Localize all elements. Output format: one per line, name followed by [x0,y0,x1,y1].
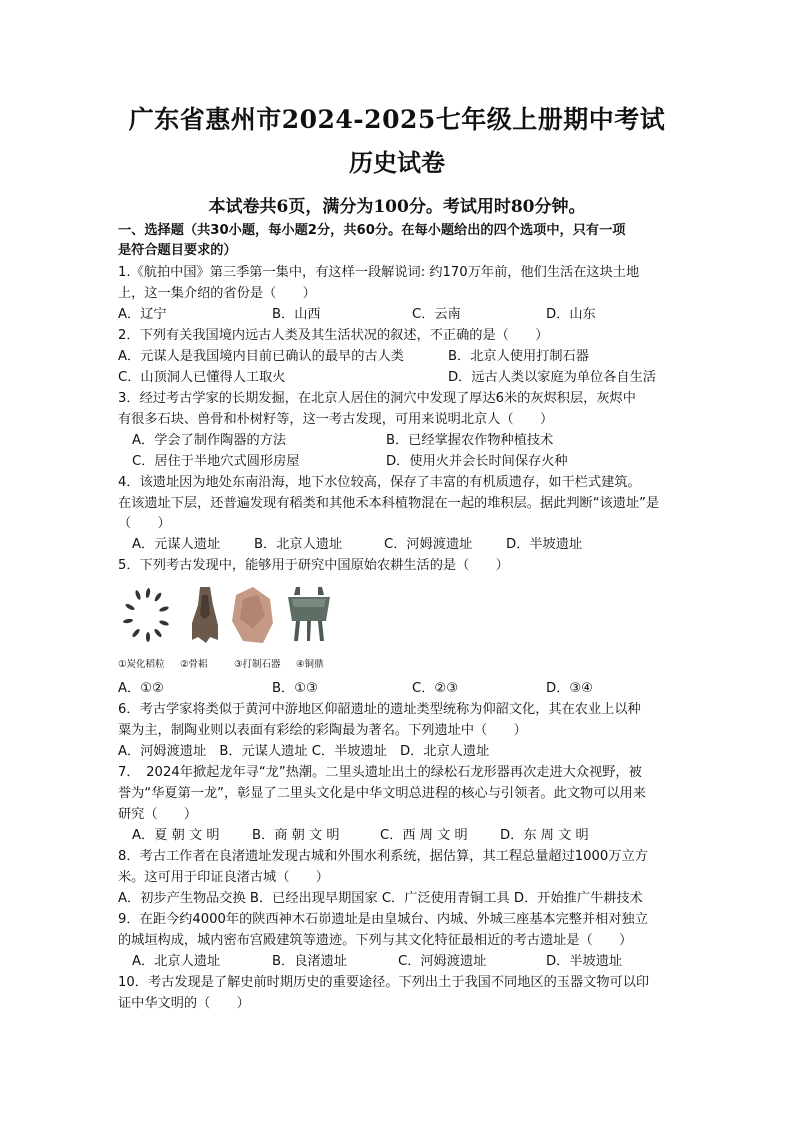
question-9-option-a: A．北京人遗址 [132,954,221,969]
page-subtitle: 历史试卷 [349,148,445,177]
question-2-option-a: A．元谋人是我国境内目前已确认的最早的古人类 [118,349,404,364]
question-1-option-c: C．云南 [412,307,461,322]
exam-info: 本试卷共6页，满分为100分。考试用时80分钟。 [208,197,586,217]
question-6-stem-cont: 粟为主，制陶业则以表面有彩绘的彩陶最为著名。下列遗址中（ ） [118,723,527,738]
question-1-option-d: D．山东 [546,307,596,322]
question-3-stem-cont: 有很多石块、兽骨和朴树籽等，这一考古发现，可用来说明北京人（ ） [118,412,554,427]
question-1-option-b: B．山西 [272,307,321,322]
question-8-stem: 8．考古工作者在良渚遗址发现古城和外围水利系统，据估算，其工程总量超过1000万立方 [118,849,648,864]
artifact-caption-1: ①炭化稻粒 [118,659,165,670]
section-heading: 一、选择题（共30小题，每小题2分，共60分。在每小题给出的四个选项中，只有一项 [118,223,626,238]
artifact-images [118,585,348,645]
question-2-option-d: D．远古人类以家庭为单位各自生活 [448,370,656,385]
question-9-option-b: B．良渚遗址 [272,954,347,969]
question-4-stem-cont: 在该遗址下层，还普遍发现有稻类和其他禾本科植物混在一起的堆积层。据此判断“该遗址”是 [118,496,660,511]
question-9-option-c: C．河姆渡遗址 [398,954,487,969]
question-9-stem: 9．在距今约4000年的陕西神木石峁遗址是由皇城台、内城、外城三座基本完整并相对独立 [118,912,648,927]
bone-spade-image [192,587,218,643]
question-2-option-b: B．北京人使用打制石器 [448,349,589,364]
question-4-stem: 4．该遗址因为地处东南沿海，地下水位较高，保存了丰富的有机质遗存，如干栏式建筑。 [118,475,641,490]
question-3-option-d: D．使用火并会长时间保存火种 [386,454,568,469]
question-3-stem: 3．经过考古学家的长期发掘，在北京人居住的洞穴中发现了厚达6米的灰烬积层，灰烬中 [118,391,636,406]
question-9-stem-cont: 的城垣构成，城内密布宫殿建筑等遗迹。下列与其文化特征最相近的考古遗址是（ ） [118,933,633,948]
question-2-option-c: C．山顶洞人已懂得人工取火 [118,370,286,385]
question-5-option-d: D．③④ [546,681,593,696]
question-5-option-c: C．②③ [412,681,459,696]
carbonized-rice-image [123,588,170,642]
question-3-option-a: A．学会了制作陶器的方法 [132,433,287,448]
question-10-stem-cont: 证中华文明的（ ） [118,996,250,1011]
question-10-stem: 10．考古发现是了解史前时期历史的重要途径。下列出土于我国不同地区的玉器文物可以印 [118,975,650,990]
question-7-option-d: D．东 周 文 明 [500,828,589,843]
question-4-option-c: C．河姆渡遗址 [384,537,473,552]
artifact-caption-2: ②骨耜 [180,659,208,670]
question-5-option-b: B．①③ [272,681,318,696]
question-6-options: A．河姆渡遗址 B．元谋人遗址 C．半坡遗址 D．北京人遗址 [118,744,490,759]
artifact-caption-4: ④铜鼎 [296,659,324,670]
question-2-stem: 2．下列有关我国境内远古人类及其生活状况的叙述，不正确的是（ ） [118,328,549,343]
chipped-stone-tool-image [232,587,273,643]
question-4-stem-blank: （ ） [118,516,171,531]
question-7-option-b: B．商 朝 文 明 [252,828,340,843]
question-7-stem: 7． 2024年掀起龙年寻“龙”热潮。二里头遗址出土的绿松石龙形器再次走进大众视野，被 [118,765,642,780]
question-4-option-b: B．北京人遗址 [254,537,343,552]
question-4-option-a: A．元谋人遗址 [132,537,221,552]
question-7-option-a: A．夏 朝 文 明 [132,828,220,843]
question-3-option-c: C．居住于半地穴式圆形房屋 [132,454,300,469]
question-5-stem: 5．下列考古发现中，能够用于研究中国原始农耕生活的是（ ） [118,558,509,573]
question-5-option-a: A．①② [118,681,164,696]
question-3-option-b: B．已经掌握农作物种植技术 [386,433,554,448]
artifact-caption-3: ③打制石器 [234,659,281,670]
question-1-stem: 1.《航拍中国》第三季第一集中，有这样一段解说词: 约170万年前，他们生活在这块土地 [118,265,640,280]
question-6-stem: 6．考古学家将类似于黄河中游地区仰韶遗址的遗址类型统称为仰韶文化，其在农业上以种 [118,702,641,717]
question-4-option-d: D．半坡遗址 [506,537,583,552]
question-9-option-d: D．半坡遗址 [546,954,623,969]
question-7-stem-end: 研究（ ） [118,807,198,822]
question-7-stem-cont: 誉为“华夏第一龙”，彰显了二里头文化是中华文明总进程的核心与引领者。此文物可以用来 [118,786,646,801]
question-8-options: A．初步产生物品交换 B．已经出现早期国家 C．广泛使用青铜工具 D．开始推广牛耕技术 [118,891,643,906]
bronze-ding-image [288,587,330,641]
page-title: 广东省惠州市2024-2025七年级上册期中考试 [128,105,666,134]
question-1-stem-cont: 上，这一集介绍的省份是（ ） [118,286,316,301]
question-8-stem-cont: 米。这可用于印证良渚古城（ ） [118,870,329,885]
question-7-option-c: C．西 周 文 明 [380,828,468,843]
question-1-option-a: A．辽宁 [118,307,167,322]
section-heading-cont: 是符合题目要求的） [118,243,237,258]
